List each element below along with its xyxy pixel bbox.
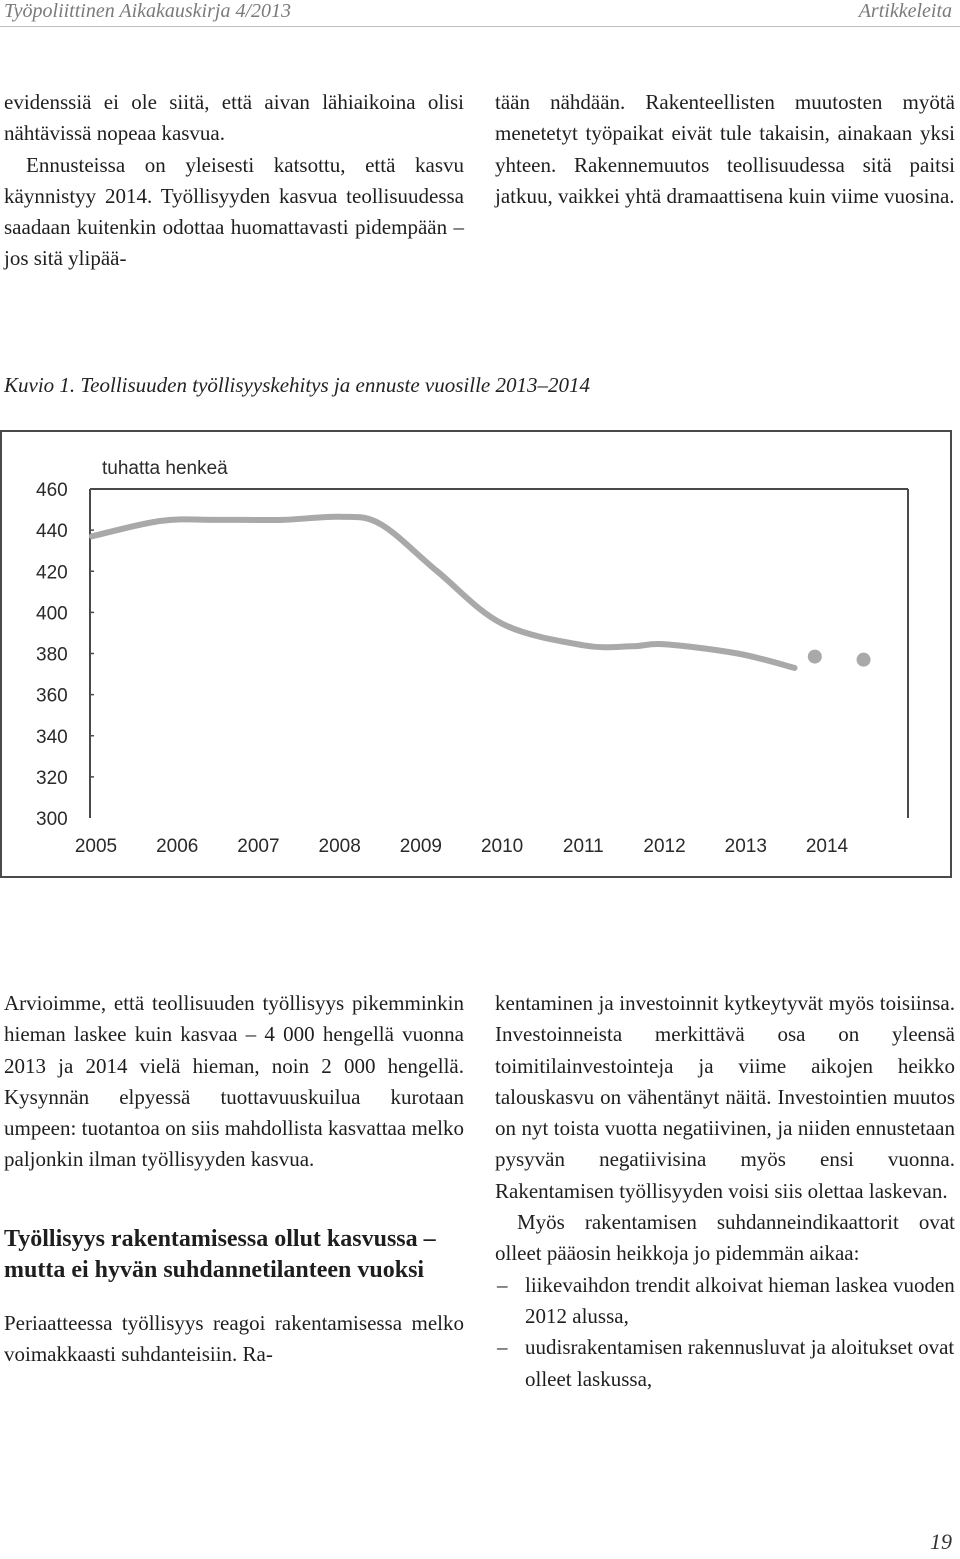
forecast-points: [808, 650, 871, 667]
body-paragraph: Ennusteissa on yleisesti katsottu, että kasvu käynnistyy 2014. Työllisyyden kasvua teollisuudessa saadaan kuitenkin odottaa huomattavasti pidempään – jos sitä ylipää-: [4, 152, 464, 271]
bottom-left-column: [4, 988, 464, 1370]
top-left-column: [4, 87, 464, 275]
y-tick-label: 460: [36, 480, 68, 501]
body-paragraph: Arvioimme, että teollisuuden työllisyys pikemminkin hieman laskee kuin kasvaa – 4 000 hengellä vuonna 2013 ja 2014 vielä hieman, noin 2 000 hengellä. Kysynnän elpyessä tuottavuuskuilua kurotaan umpeen: tuotantoa on siis mahdollista kasvattaa melko paljonkin ilman työllisyyden kasvua.: [4, 991, 464, 1172]
y-tick-label: 300: [36, 809, 68, 830]
x-tick-label: 2012: [643, 836, 686, 857]
y-tick-label: 340: [36, 726, 68, 748]
employment-chart: [2, 432, 952, 878]
chart-frame: [0, 430, 952, 878]
y-tick-label: 400: [36, 603, 68, 625]
unit-label: tuhatta henkeä: [102, 458, 228, 479]
body-paragraph: kentaminen ja investoinnit kytkeytyvät myös toisiinsa. Investoinneista merkittävä osa on yleensä toimitilainvestointeja ja viime aikojen heikko talouskasvu on vähentänyt näitä. Investointien muutos on nyt toista vuotta negatiivinen, ja niiden ennustetaan pysyvän negatiivisina myös ensi vuonna. Rakentamisen työllisyyden voisi siis olettaa laskevan.: [495, 991, 955, 1203]
y-tick-label: 420: [36, 562, 68, 584]
figure-caption: Kuvio 1. Teollisuuden työllisyyskehitys ja ennuste vuosille 2013–2014: [4, 373, 590, 397]
x-tick-label: 2013: [724, 836, 767, 857]
series-line: [92, 517, 795, 668]
y-tick-label: 440: [36, 521, 68, 543]
y-tick-label: 320: [36, 767, 68, 789]
running-header: [0, 0, 960, 27]
x-tick-label: 2014: [805, 836, 849, 857]
x-tick-label: 2009: [399, 836, 443, 857]
list-item: – uudisrakentamisen rakennusluvat ja aloitukset ovat olleet laskussa,: [495, 1332, 955, 1395]
x-tick-label: 2010: [480, 836, 524, 857]
body-paragraph: tään nähdään. Rakenteellisten muutosten myötä menetetyt työpaikat eivät tule takaisin, ainakaan yksi yhteen. Rakennemuutos teollisuudessa sitä paitsi jatkuu, vaikkei yhtä dramaattisena kuin viime vuosina.: [495, 90, 955, 208]
x-tick-label: 2005: [74, 836, 118, 857]
x-tick-label: 2008: [318, 836, 361, 857]
journal-title: Työpoliittinen Aikakauskirja 4/2013: [4, 0, 292, 22]
x-tick-label: 2006: [156, 836, 199, 857]
list-item: – liikevaihdon trendit alkoivat hieman laskea vuoden 2012 alussa,: [495, 1270, 955, 1333]
indicator-list: [495, 1270, 955, 1395]
forecast-point: [808, 650, 822, 664]
forecast-point: [857, 653, 871, 667]
body-paragraph: Myös rakentamisen suhdanneindikaattorit ovat olleet pääosin heikkoja jo pidemmän aikaa:: [495, 1210, 955, 1266]
y-axis: [36, 480, 908, 830]
x-tick-label: 2007: [237, 836, 280, 857]
top-right-column: [495, 87, 955, 212]
y-tick-label: 360: [36, 685, 68, 707]
y-tick-label: 380: [36, 644, 68, 666]
bottom-right-column: [495, 988, 955, 1395]
page-number: 19: [930, 1529, 952, 1554]
section-heading: Työllisyys rakentamisessa ollut kasvussa – mutta ei hyvän suhdannetilanteen vuoksi: [4, 1225, 436, 1283]
section-name: Artikkeleita: [858, 0, 952, 22]
body-paragraph: Periaatteessa työllisyys reagoi rakentamisessa melko voimakkaasti suhdanteisiin. Ra-: [4, 1310, 464, 1367]
x-axis: [75, 836, 849, 857]
x-tick-label: 2011: [562, 836, 604, 857]
body-paragraph: evidenssiä ei ole siitä, että aivan lähiaikoina olisi nähtävissä nopeaa kasvua.: [4, 90, 464, 146]
